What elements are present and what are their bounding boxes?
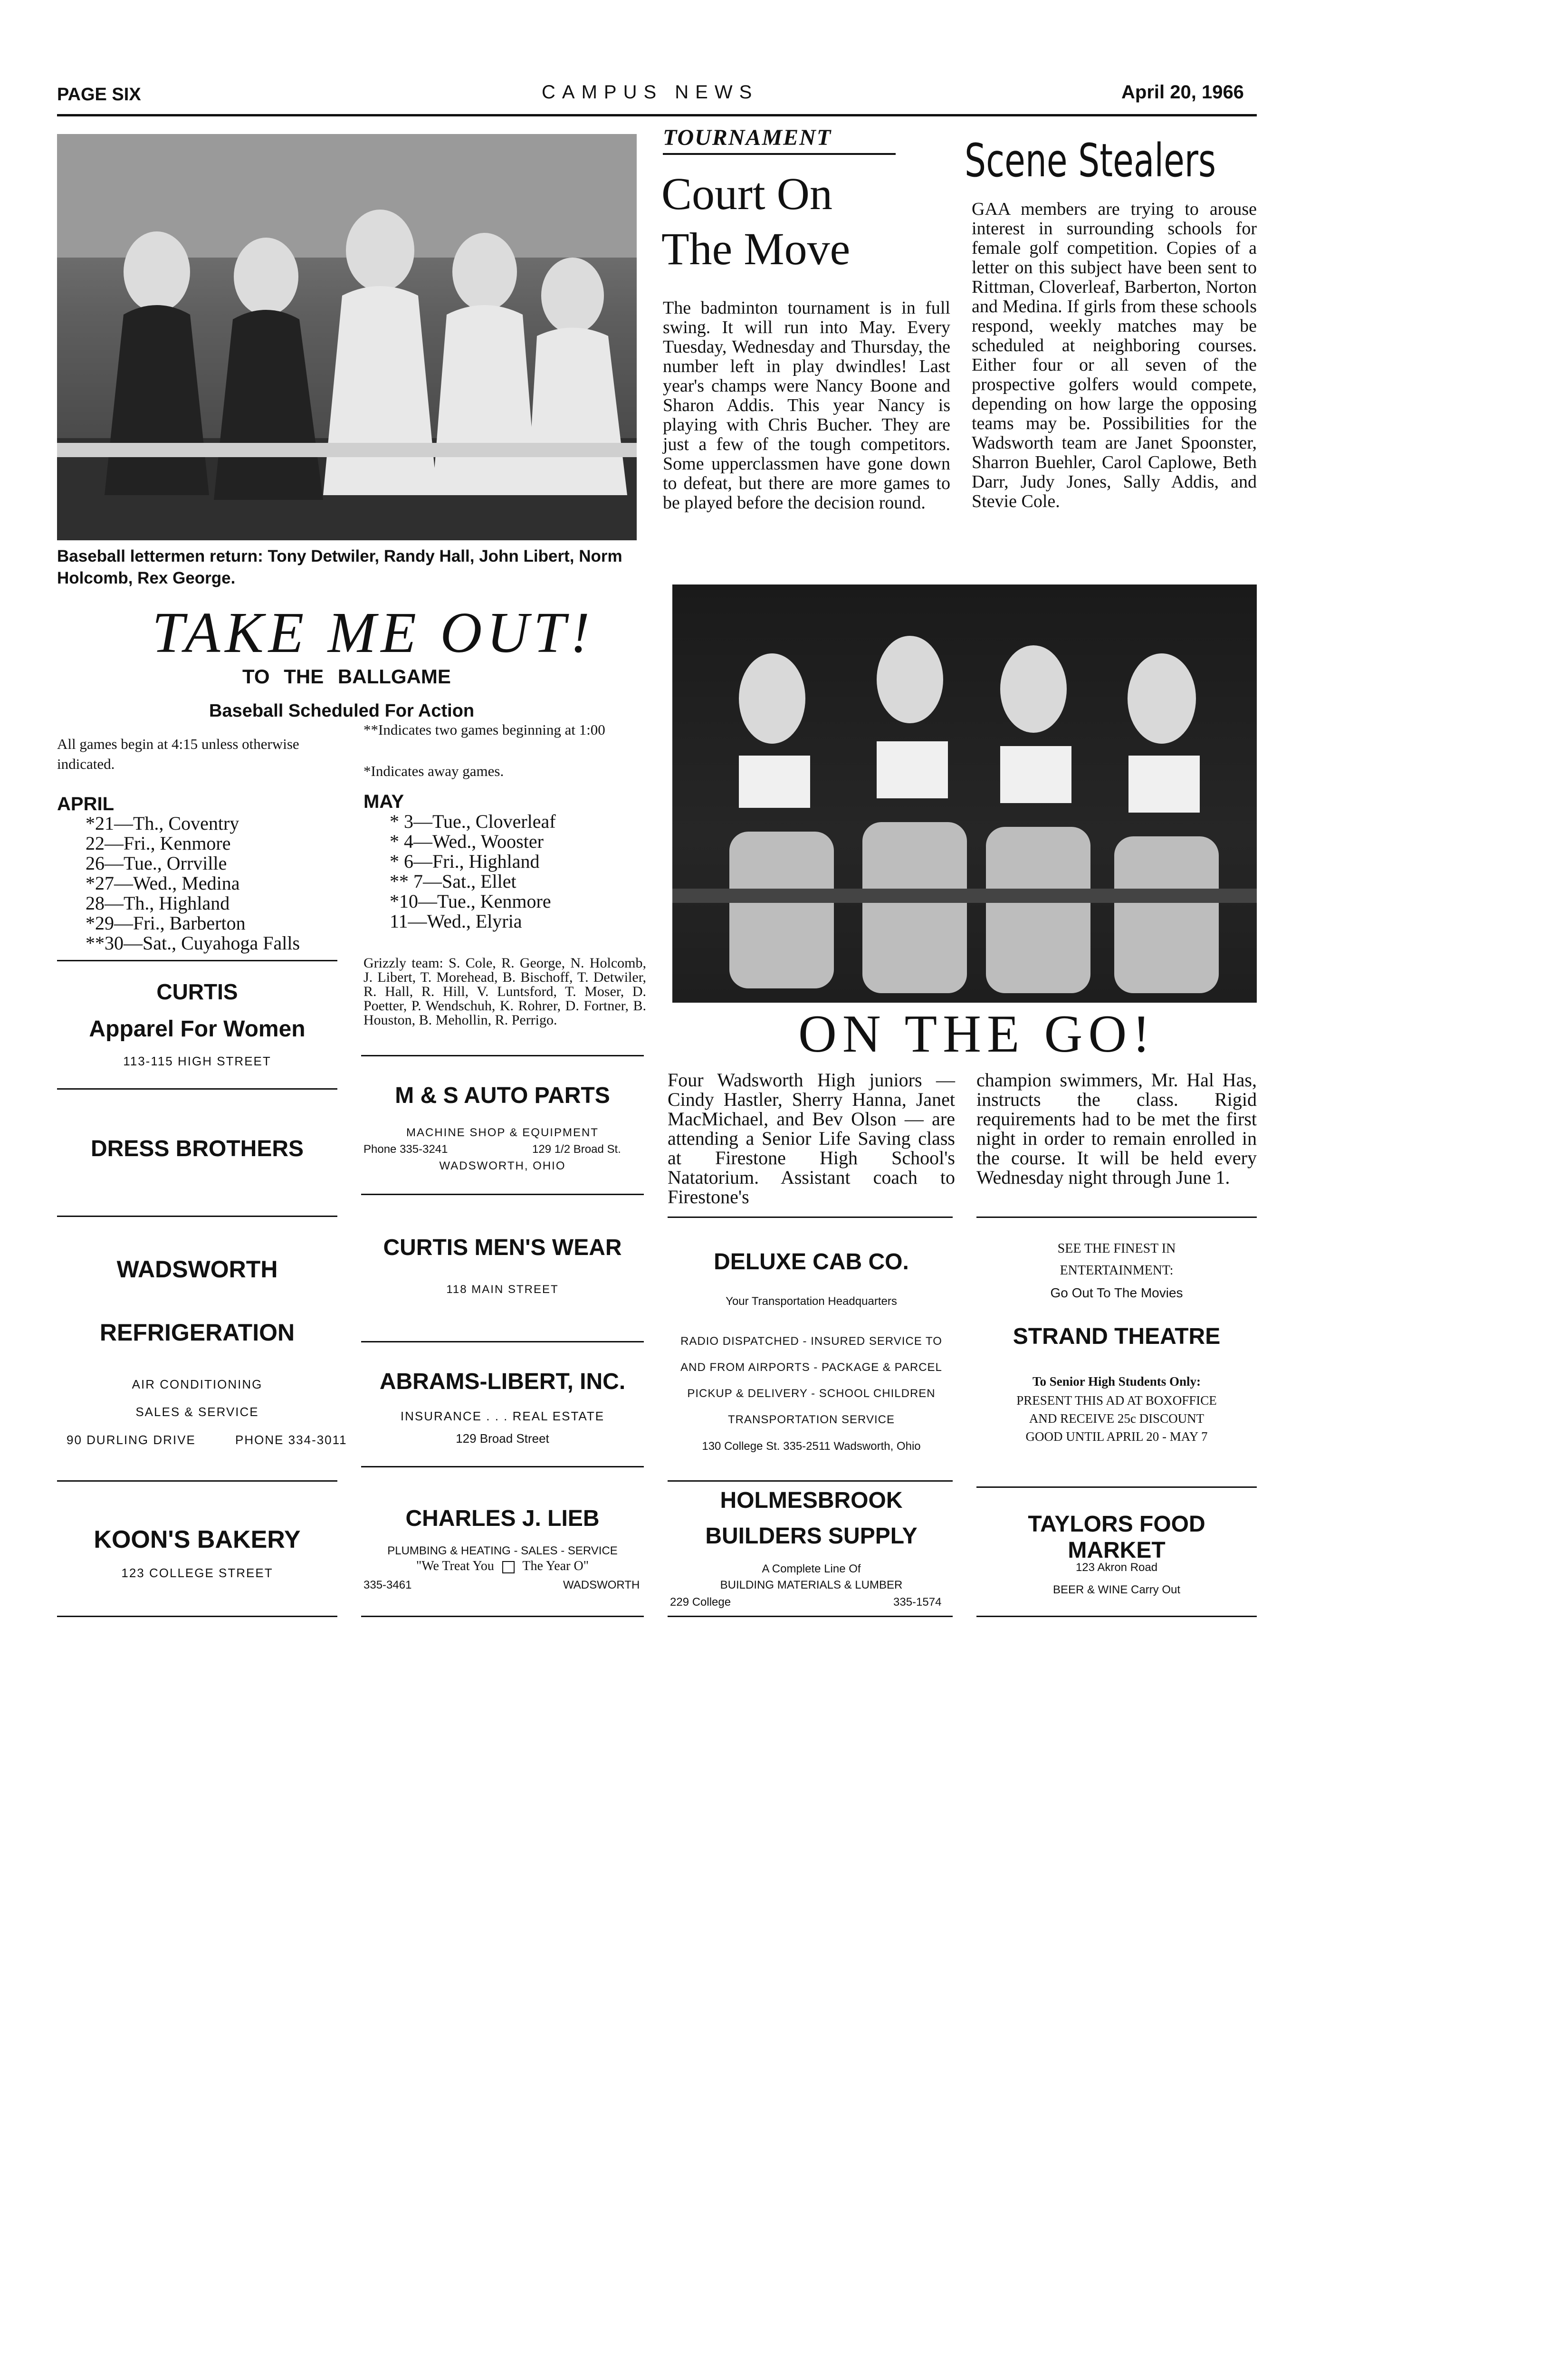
scene-stealers-headline: Scene Stealers xyxy=(965,134,1216,187)
ad-holmesbrook-line1: A Complete Line Of xyxy=(762,1562,861,1575)
baseball-photo-illustration xyxy=(57,134,637,540)
ad-divider xyxy=(976,1616,1257,1617)
ad-strand-line2: ENTERTAINMENT: xyxy=(1060,1263,1174,1278)
on-the-go-rule-left xyxy=(668,1217,953,1218)
page-number: PAGE SIX xyxy=(57,85,141,105)
april-game: *21—Th., Coventry xyxy=(86,813,239,834)
ad-divider xyxy=(361,1466,644,1467)
ad-divider xyxy=(57,1216,337,1217)
may-game: ** 7—Sat., Ellet xyxy=(390,871,516,892)
ad-strand-offer2: PRESENT THIS AD AT BOXOFFICE xyxy=(1016,1393,1217,1408)
swimmers-photo-illustration xyxy=(672,584,1257,1003)
baseball-photo-caption: Baseball lettermen return: Tony Detwiler, Randy Hall, John Libert, Norm Holcomb, Rex George. xyxy=(57,547,622,587)
tournament-headline-2: The Move xyxy=(661,223,851,274)
ad-ms-auto-city: WADSWORTH, OHIO xyxy=(439,1159,566,1172)
ad-wadsworth-refrig-phone: PHONE 334-3011 xyxy=(235,1433,347,1447)
may-label: MAY xyxy=(363,791,404,812)
ad-holmesbrook-phone: 335-1574 xyxy=(893,1596,942,1609)
ad-taylors-name: TAYLORS FOOD MARKET xyxy=(1028,1512,1205,1563)
ad-divider xyxy=(361,1616,644,1617)
schedule-divider-left xyxy=(57,960,337,961)
kicker-underline xyxy=(663,153,896,155)
ad-wadsworth-refrig-name2: REFRIGERATION xyxy=(99,1319,295,1346)
schedule-note-away: *Indicates away games. xyxy=(363,763,504,779)
checkbox-icon xyxy=(502,1561,515,1573)
april-label: APRIL xyxy=(57,794,114,814)
may-game: * 6—Fri., Highland xyxy=(390,851,540,872)
issue-date: April 20, 1966 xyxy=(1121,82,1244,103)
ad-holmesbrook-line2: BUILDING MATERIALS & LUMBER xyxy=(720,1579,903,1591)
schedule-note-double: **Indicates two games beginning at 1:00 xyxy=(363,721,605,738)
ad-koons-address: 123 COLLEGE STREET xyxy=(121,1566,273,1580)
ad-lieb-slogan xyxy=(361,1559,644,1574)
ad-curtis-apparel-address: 113-115 HIGH STREET xyxy=(123,1054,271,1068)
ad-lieb-city: WADSWORTH xyxy=(563,1579,640,1591)
ad-wadsworth-refrig-address: 90 DURLING DRIVE xyxy=(67,1433,196,1447)
ad-lieb-slogan-b: The Year O" xyxy=(522,1559,589,1573)
ad-dress-brothers-name: DRESS BROTHERS xyxy=(90,1136,304,1161)
ad-strand-offer4: GOOD UNTIL APRIL 20 - MAY 7 xyxy=(1025,1429,1208,1444)
ad-holmesbrook-name1: HOLMESBROOK xyxy=(720,1488,903,1513)
ad-divider xyxy=(57,1480,337,1482)
ad-wadsworth-refrig-line2: SALES & SERVICE xyxy=(135,1405,259,1419)
april-game: **30—Sat., Cuyahoga Falls xyxy=(86,932,300,954)
ad-strand-line1: SEE THE FINEST IN xyxy=(1057,1241,1176,1256)
ad-divider xyxy=(57,1088,337,1090)
ad-deluxe-tagline: Your Transportation Headquarters xyxy=(726,1295,897,1308)
april-game: *27—Wed., Medina xyxy=(86,872,240,894)
ad-holmesbrook-address: 229 College xyxy=(670,1596,731,1609)
ad-strand-line3: Go Out To The Movies xyxy=(1050,1285,1183,1300)
on-the-go-col1: Four Wadsworth High juniors — Cindy Hastler, Sherry Hanna, Janet MacMichael, and Bev Olson — are attending a Senior Life Saving class at Firestone High School's Natatorium. Assistant coach to Firestone's xyxy=(668,1069,955,1207)
april-game: 22—Fri., Kenmore xyxy=(86,833,231,854)
ad-taylors-address: 123 Akron Road xyxy=(1075,1561,1158,1574)
ad-curtis-apparel-line2: Apparel For Women xyxy=(89,1016,306,1042)
ad-lieb-line1: PLUMBING & HEATING - SALES - SERVICE xyxy=(387,1544,618,1557)
roster-divider xyxy=(361,1055,644,1056)
schedule-note-time: All games begin at 4:15 unless otherwise indicated. xyxy=(57,736,299,772)
ad-divider xyxy=(361,1194,644,1195)
ad-koons-name: KOON'S BAKERY xyxy=(94,1526,301,1553)
paper-name: CAMPUS NEWS xyxy=(542,82,759,103)
may-game: 11—Wed., Elyria xyxy=(390,910,522,932)
baseball-lettermen-photo xyxy=(57,134,637,540)
ad-lieb-name: CHARLES J. LIEB xyxy=(405,1506,600,1531)
ad-divider xyxy=(668,1480,953,1482)
scene-stealers-body: GAA members are trying to arouse interest in surrounding schools for female golf competition. Copies of a letter on this subject have been sent to Rittman, Cloverleaf, Barberton, Norton and Medina. If girls from these schools respond, weekly matches may be scheduled at neighboring courses. Either four or all seven of the prospective golfers would compete, depending on how large the opposing teams may be. Possibilities for the Wadsworth team are Janet Spoonster, Sharron Buehler, Carol Caplowe, Beth Darr, Judy Jones, Sally Addis, and Stevie Cole. xyxy=(972,199,1257,511)
ad-ms-auto-name: M & S AUTO PARTS xyxy=(395,1083,610,1108)
tournament-body: The badminton tournament is in full swing. It will run into May. Every Tuesday, Wednesday and Thursday, the number left in play dwindles! Last year's champs were Nancy Boone and Sharon Addis. This year Nancy is playing with Chris Bucher. They are just a few of the tough competitors. Some upperclassmen have gone down to defeat, but there are more games to be played before the decision round. xyxy=(663,298,950,513)
ad-ms-auto-address: 129 1/2 Broad St. xyxy=(532,1143,621,1156)
ad-divider xyxy=(976,1486,1257,1488)
may-game: *10—Tue., Kenmore xyxy=(390,891,551,912)
tournament-kicker: TOURNAMENT xyxy=(663,125,832,150)
on-the-go-rule-right xyxy=(976,1217,1257,1218)
schedule-title: Baseball Scheduled For Action xyxy=(209,701,475,721)
may-games xyxy=(390,812,556,931)
ad-taylors-line2: BEER & WINE Carry Out xyxy=(1052,1583,1181,1596)
april-game: 26—Tue., Orrville xyxy=(86,853,227,874)
april-game: *29—Fri., Barberton xyxy=(86,912,246,934)
ad-divider xyxy=(361,1341,644,1342)
on-the-go-headline: ON THE GO! xyxy=(798,1005,1156,1063)
ad-wadsworth-refrig-line1: AIR CONDITIONING xyxy=(132,1377,263,1391)
may-game: * 3—Tue., Cloverleaf xyxy=(390,811,556,832)
ad-lieb-slogan-a: "We Treat You xyxy=(416,1559,494,1573)
ad-curtis-mens-address: 118 MAIN STREET xyxy=(446,1283,559,1296)
on-the-go-col2: champion swimmers, Mr. Hal Has, instructs the class. Rigid requirements had to be met the first night in order to remain enrolled in the course. It will be held every Wednesday night through June 1. xyxy=(976,1069,1257,1188)
ad-abrams-name: ABRAMS-LIBERT, INC. xyxy=(379,1369,626,1394)
schedule-headline: TAKE ME OUT! xyxy=(152,601,595,665)
ad-curtis-apparel-name: CURTIS xyxy=(156,979,238,1004)
april-games xyxy=(86,814,300,953)
ad-lieb-phone: 335-3461 xyxy=(363,1579,412,1591)
tournament-headline-1: Court On xyxy=(661,168,832,219)
ad-strand-offer3: AND RECEIVE 25c DISCOUNT xyxy=(1029,1411,1205,1426)
grizzly-team-roster: Grizzly team: S. Cole, R. George, N. Holcomb, J. Libert, T. Morehead, B. Bischoff, T. Detwiler, R. Hall, R. Hill, V. Luntsford, T. Moser, D. Poetter, P. Wendschuh, K. Rohrer, D. Fortner, B. Houston, B. Mehollin, R. Perrigo. xyxy=(363,955,646,1028)
ad-deluxe-name: DELUXE CAB CO. xyxy=(714,1249,909,1274)
ad-deluxe-address: 130 College St. 335-2511 Wadsworth, Ohio xyxy=(702,1440,921,1453)
ad-divider xyxy=(57,1616,337,1617)
ad-holmesbrook-name2: BUILDERS SUPPLY xyxy=(705,1523,918,1549)
ad-abrams-address: 129 Broad Street xyxy=(456,1431,549,1446)
may-game: * 4—Wed., Wooster xyxy=(390,831,544,852)
swimmers-photo xyxy=(672,584,1257,1003)
ad-ms-auto-phone: Phone 335-3241 xyxy=(363,1143,448,1156)
schedule-subhead: TO THE BALLGAME xyxy=(242,665,451,688)
ad-deluxe-services: RADIO DISPATCHED - INSURED SERVICE TO AND FROM AIRPORTS - PACKAGE & PARCEL PICKUP & DELIVERY - SCHOOL CHILDREN TRANSPORTATION SERVICE xyxy=(680,1335,942,1426)
ad-strand-offer1: To Senior High Students Only: xyxy=(1032,1374,1201,1389)
ad-divider xyxy=(668,1616,953,1617)
ad-wadsworth-refrig-name1: WADSWORTH xyxy=(116,1256,278,1283)
masthead-rule xyxy=(57,114,1257,116)
ad-abrams-line1: INSURANCE . . . REAL ESTATE xyxy=(400,1409,605,1423)
april-game: 28—Th., Highland xyxy=(86,892,230,914)
ad-strand-name: STRAND THEATRE xyxy=(1013,1324,1221,1349)
ad-curtis-mens-name: CURTIS MEN'S WEAR xyxy=(383,1235,622,1260)
ad-ms-auto-line1: MACHINE SHOP & EQUIPMENT xyxy=(406,1126,599,1139)
